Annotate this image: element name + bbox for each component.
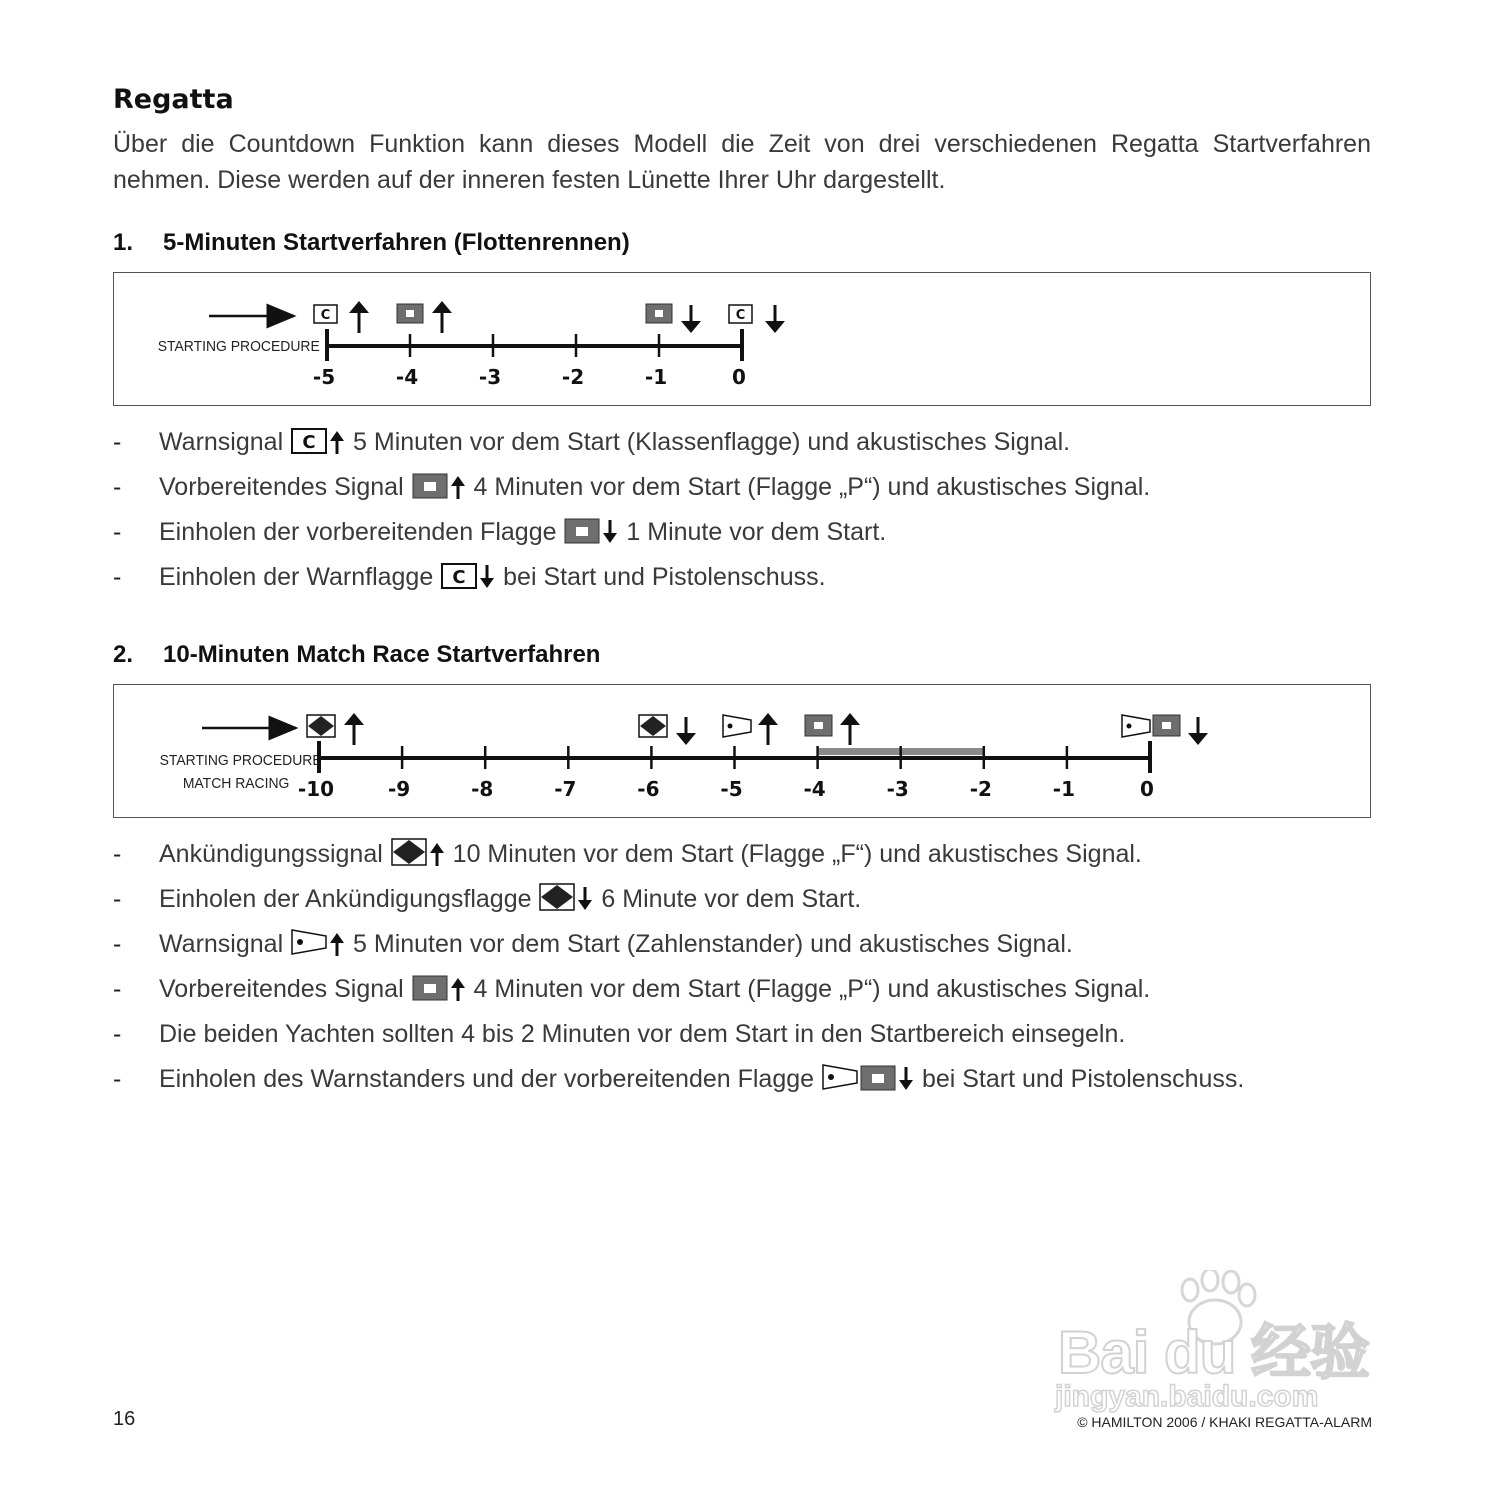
- bullet-text: Vorbereitendes Signal: [159, 975, 404, 1003]
- arrow-up-icon: [429, 836, 445, 881]
- section1-bullet-list: [113, 420, 1371, 600]
- bullet-dash: -: [113, 1065, 122, 1093]
- timeline-tick-label: -6: [637, 777, 660, 801]
- svg-text:C: C: [452, 567, 466, 588]
- bullet-text: 10 Minuten vor dem Start (Flagge „F“) und akustisches Signal.: [445, 840, 1142, 868]
- flag-p-icon: [564, 514, 600, 559]
- timeline-tick-label: 0: [1140, 777, 1154, 801]
- section1-title: 5-Minuten Startverfahren (Flottenrennen): [163, 229, 630, 256]
- flag-p-icon: [805, 715, 832, 736]
- flag-p-icon: [646, 304, 672, 323]
- bullet-text: 5 Minuten vor dem Start (Zahlenstander) und akustisches Signal.: [346, 930, 1073, 958]
- timeline-tick-label: -8: [471, 777, 494, 801]
- svg-text:C: C: [302, 432, 316, 453]
- flag-p-icon: [412, 971, 448, 1016]
- timeline-tick-label: 0: [732, 365, 746, 389]
- bullet-text: Warnsignal: [159, 428, 284, 456]
- bullet-dash: -: [113, 1020, 122, 1048]
- pennant-icon: [291, 926, 327, 971]
- bullet-text: Vorbereitendes Signal: [159, 473, 404, 501]
- arrow-up-icon: [344, 713, 364, 745]
- bullet-dash: -: [113, 428, 122, 456]
- arrow-up-icon: [329, 424, 345, 469]
- arrow-down-icon: [577, 881, 593, 926]
- arrow-up-icon: [758, 713, 778, 745]
- arrow-down-icon: [898, 1061, 914, 1106]
- section1-number: 1.: [113, 229, 134, 256]
- timeline-tick-label: -4: [803, 777, 826, 801]
- arrow-down-icon: [765, 305, 785, 333]
- list-item: [113, 510, 1371, 555]
- arrow-down-icon: [681, 305, 701, 333]
- arrow-down-icon: [1188, 717, 1208, 745]
- timeline-tick-label: -5: [312, 365, 336, 389]
- list-item: [113, 420, 1371, 465]
- procedure-label: STARTING PROCEDURE: [157, 338, 320, 356]
- class-flag-c-icon: [729, 305, 752, 323]
- flag-f-icon: [639, 715, 667, 737]
- bullet-text: 4 Minuten vor dem Start (Flagge „P“) und akustisches Signal.: [466, 473, 1151, 501]
- bullet-text: 4 Minuten vor dem Start (Flagge „P“) und akustisches Signal.: [466, 975, 1151, 1003]
- timeline-tick-label: -2: [561, 365, 585, 389]
- bullet-dash: -: [113, 518, 122, 546]
- flag-f-icon: [391, 836, 427, 881]
- flag-letter: C: [735, 308, 746, 323]
- bullet-dash: -: [113, 840, 122, 868]
- bullet-text: Einholen der Ankündigungsflagge: [159, 885, 532, 913]
- section1-diagram: [113, 272, 1371, 406]
- timeline-tick-label: -5: [720, 777, 743, 801]
- numeral-pennant-icon: [1122, 715, 1150, 737]
- timeline-tick-label: -10: [297, 777, 335, 801]
- bullet-text: Einholen der Warnflagge: [159, 563, 434, 591]
- match-racing-label: MATCH RACING: [182, 775, 290, 793]
- bullet-text: Ankündigungssignal: [159, 840, 383, 868]
- arrow-down-icon: [676, 717, 696, 745]
- flag-c-icon: [441, 559, 477, 604]
- bullet-dash: -: [113, 975, 122, 1003]
- arrow-up-icon: [349, 301, 369, 333]
- list-item: [113, 877, 1371, 922]
- section2-heading: [113, 641, 600, 669]
- flag-f-icon: [307, 715, 335, 737]
- arrow-down-icon: [479, 559, 495, 604]
- procedure-label: STARTING PROCEDURE: [159, 752, 322, 770]
- intro-paragraph: Über die Countdown Funktion kann dieses Modell die Zeit von drei verschiedenen Regatta Startverfahren nehmen. Diese werden auf der inneren festen Lünette Ihrer Uhr dargestellt.: [113, 130, 1371, 194]
- list-item: [113, 832, 1371, 877]
- section2-bullet-list: [113, 832, 1371, 1102]
- flag-p-icon: [412, 469, 448, 514]
- flag-f-icon: [539, 881, 575, 926]
- timeline-tick-label: -9: [387, 777, 411, 801]
- flag-letter: C: [320, 308, 331, 323]
- timeline-tick-label: -4: [395, 365, 419, 389]
- bullet-text: 1 Minute vor dem Start.: [619, 518, 887, 546]
- list-item: [113, 1057, 1371, 1102]
- timeline-tick-label: -3: [478, 365, 502, 389]
- timeline-tick-label: -1: [1052, 777, 1076, 801]
- numeral-pennant-icon: [723, 715, 751, 737]
- timeline-tick-labels: [298, 777, 1154, 801]
- copyright-notice: © HAMILTON 2006 / KHAKI REGATTA-ALARM: [1077, 1414, 1372, 1430]
- bullet-text: bei Start und Pistolenschuss.: [496, 563, 826, 591]
- arrow-up-icon: [329, 926, 345, 971]
- list-item: [113, 1012, 1371, 1057]
- timeline-tick-label: -1: [644, 365, 668, 389]
- timeline-5min: [114, 273, 1372, 407]
- flag-p-icon: [860, 1061, 896, 1106]
- arrow-up-icon: [432, 301, 452, 333]
- timeline-10min: [114, 685, 1372, 819]
- bullet-text: Die beiden Yachten sollten 4 bis 2 Minuten vor dem Start in den Startbereich einsegeln.: [159, 1020, 1126, 1048]
- section2-title: 10-Minuten Match Race Startverfahren: [163, 641, 601, 668]
- bullet-dash: -: [113, 930, 122, 958]
- page-number: 16: [113, 1408, 136, 1430]
- arrow-down-icon: [602, 514, 618, 559]
- timeline-tick-labels: [313, 365, 746, 389]
- class-flag-c-icon: [314, 305, 337, 323]
- bullet-dash: -: [113, 563, 122, 591]
- section2-number: 2.: [113, 641, 134, 668]
- bullet-text: Einholen der vorbereitenden Flagge: [159, 518, 557, 546]
- list-item: [113, 922, 1371, 967]
- bullet-dash: -: [113, 473, 122, 501]
- flag-c-icon: [291, 424, 327, 469]
- arrow-up-icon: [450, 469, 466, 514]
- flag-p-icon: [1153, 715, 1180, 736]
- bullet-text: bei Start und Pistolenschuss.: [915, 1065, 1245, 1093]
- bullet-text: Warnsignal: [159, 930, 284, 958]
- watermark-brand: Bai du 经验: [1058, 1319, 1370, 1386]
- pennant-icon: [822, 1061, 858, 1106]
- start-area-range-bar: [819, 748, 985, 755]
- section2-diagram: [113, 684, 1371, 818]
- section1-heading: [113, 229, 630, 257]
- arrow-up-icon: [450, 971, 466, 1016]
- flag-p-icon: [397, 304, 423, 323]
- timeline-tick-label: -7: [554, 777, 577, 801]
- bullet-text: Einholen des Warnstanders und der vorbereitenden Flagge: [159, 1065, 815, 1093]
- page-title: Regatta: [113, 84, 234, 115]
- list-item: [113, 555, 1371, 600]
- watermark-url: jingyan.baidu.com: [1055, 1380, 1319, 1413]
- timeline-tick-label: -2: [969, 777, 992, 801]
- arrow-up-icon: [840, 713, 860, 745]
- bullet-dash: -: [113, 885, 122, 913]
- list-item: [113, 465, 1371, 510]
- timeline-tick-label: -3: [886, 777, 909, 801]
- bullet-text: 5 Minuten vor dem Start (Klassenflagge) und akustisches Signal.: [346, 428, 1071, 456]
- list-item: [113, 967, 1371, 1012]
- bullet-text: 6 Minute vor dem Start.: [594, 885, 862, 913]
